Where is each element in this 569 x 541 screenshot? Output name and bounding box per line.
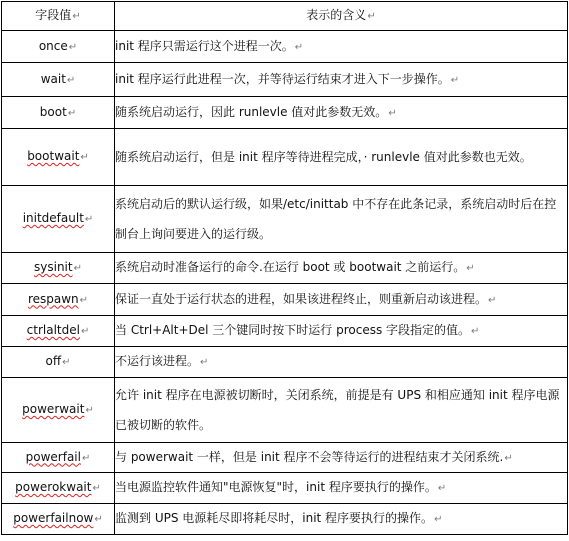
paragraph-mark-icon: ↵ <box>200 357 209 368</box>
meaning-text: 与 powerwait 一样，但是 init 程序不会等待运行的进程结束才关闭系统. <box>115 449 504 464</box>
field-value-cell <box>2 253 115 284</box>
field-value-cell <box>2 316 115 347</box>
paragraph-mark-icon: ↵ <box>80 152 89 163</box>
meaning-text: 允许 init 程序在电源被切断时，关闭系统，前提是有 UPS 和相应通知 init 程序电源已被切断的软件。 <box>115 388 560 432</box>
header-meaning-label: 表示的含义 <box>306 8 367 22</box>
table-row <box>2 31 568 63</box>
paragraph-mark-icon: ↵ <box>67 107 77 119</box>
header-field-value <box>2 2 115 31</box>
paragraph-mark-icon: ↵ <box>80 326 90 337</box>
meaning-text: init 程序只需运行这个进程一次。 <box>115 38 294 53</box>
meaning-cell <box>115 316 568 347</box>
paragraph-mark-icon: ↵ <box>450 74 460 86</box>
field-value: sysinit <box>34 260 73 274</box>
table-row <box>2 186 568 253</box>
table-row <box>2 378 568 443</box>
paragraph-mark-icon: ↵ <box>94 514 103 525</box>
field-value: boot <box>39 104 67 119</box>
meaning-cell <box>115 129 568 186</box>
meaning-cell <box>115 97 568 129</box>
field-value: initdefault <box>22 211 84 225</box>
paragraph-mark-icon: ↵ <box>81 452 91 464</box>
field-value: powerwait <box>22 402 85 416</box>
meaning-text: 当电源监控软件通知"电源恢复"时，init 程序要执行的操作。 <box>115 480 437 494</box>
paragraph-mark-icon: ↵ <box>434 514 443 525</box>
paragraph-mark-icon: ↵ <box>504 452 513 464</box>
meaning-cell <box>115 253 568 284</box>
paragraph-mark-icon: ↵ <box>66 74 76 86</box>
field-value-cell <box>2 504 115 535</box>
meaning-text: 随系统启动运行，但是 init 程序等待进程完成，· runlevle 值对此参数也无效。 <box>115 150 532 164</box>
field-value: wait <box>40 71 66 86</box>
field-value-cell <box>2 284 115 316</box>
inittab-action-table <box>1 1 568 535</box>
field-value: bootwait <box>27 149 80 163</box>
paragraph-mark-icon: ↵ <box>79 294 89 306</box>
paragraph-mark-icon: ↵ <box>73 263 82 274</box>
table-row <box>2 284 568 316</box>
field-value: powerfail <box>25 449 81 464</box>
paragraph-mark-icon: ↵ <box>437 483 447 494</box>
table-row <box>2 473 568 504</box>
meaning-text: init 程序运行此进程一次，并等待运行结束才进入下一步操作。 <box>115 71 450 86</box>
field-value-cell <box>2 97 115 129</box>
paragraph-mark-icon: ↵ <box>294 41 304 53</box>
field-value-cell <box>2 186 115 253</box>
table-header-row <box>2 2 568 31</box>
meaning-cell <box>115 347 568 378</box>
table-row <box>2 97 568 129</box>
meaning-text: 不运行该进程。 <box>115 354 200 368</box>
meaning-text: 系统启动时准备运行的命令.在运行 boot 或 bootwait 之前运行。 <box>115 260 466 274</box>
field-value: powerokwait <box>15 480 92 494</box>
meaning-text: 随系统启动运行，因此 runlevle 值对此参数无效。 <box>115 104 388 119</box>
field-value: ctrlaltdel <box>26 323 80 337</box>
meaning-cell <box>115 443 568 473</box>
table-row <box>2 316 568 347</box>
paragraph-mark-icon: ↵ <box>68 41 78 53</box>
meaning-cell <box>115 284 568 316</box>
table-row <box>2 253 568 284</box>
field-value: respawn <box>27 291 79 306</box>
meaning-cell <box>115 186 568 253</box>
table-row <box>2 63 568 97</box>
paragraph-mark-icon: ↵ <box>85 405 94 416</box>
field-value: off <box>45 354 62 368</box>
paragraph-mark-icon: ↵ <box>471 326 480 337</box>
field-value: once <box>38 38 68 53</box>
paragraph-mark-icon: ↵ <box>84 214 94 225</box>
table-row <box>2 504 568 535</box>
paragraph-mark-icon: ↵ <box>388 107 397 119</box>
header-meaning <box>115 2 568 31</box>
paragraph-mark-icon: ↵ <box>92 483 101 494</box>
field-value-cell <box>2 129 115 186</box>
field-value-cell <box>2 31 115 63</box>
paragraph-mark-icon: ↵ <box>488 294 497 306</box>
field-value-cell <box>2 347 115 378</box>
meaning-cell <box>115 31 568 63</box>
table-row <box>2 129 568 186</box>
table-row <box>2 443 568 473</box>
paragraph-mark-icon: ↵ <box>466 263 475 274</box>
paragraph-mark-icon: ↵ <box>72 11 81 22</box>
field-value-cell <box>2 473 115 504</box>
table-row <box>2 347 568 378</box>
meaning-text: 监测到 UPS 电源耗尽即将耗尽时，init 程序要执行的操作。 <box>115 511 434 525</box>
paragraph-mark-icon: ↵ <box>62 357 71 368</box>
field-value-cell <box>2 443 115 473</box>
meaning-text: 当 Ctrl+Alt+Del 三个键同时按下时运行 process 字段指定的值。 <box>115 323 471 337</box>
field-value-cell <box>2 63 115 97</box>
meaning-cell <box>115 473 568 504</box>
field-value: powerfailnow <box>13 511 94 525</box>
paragraph-mark-icon: ↵ <box>367 11 376 22</box>
field-value-cell <box>2 378 115 443</box>
meaning-cell <box>115 378 568 443</box>
header-field-label: 字段值 <box>35 8 72 22</box>
meaning-text: 系统启动后的默认运行级，如果/etc/inittab 中不存在此条记录，系统启动时后在控制台上询问要进入的运行级。 <box>115 197 557 241</box>
meaning-cell <box>115 63 568 97</box>
meaning-cell <box>115 504 568 535</box>
meaning-text: 保证一直处于运行状态的进程，如果该进程终止，则重新启动该进程。 <box>115 291 488 306</box>
